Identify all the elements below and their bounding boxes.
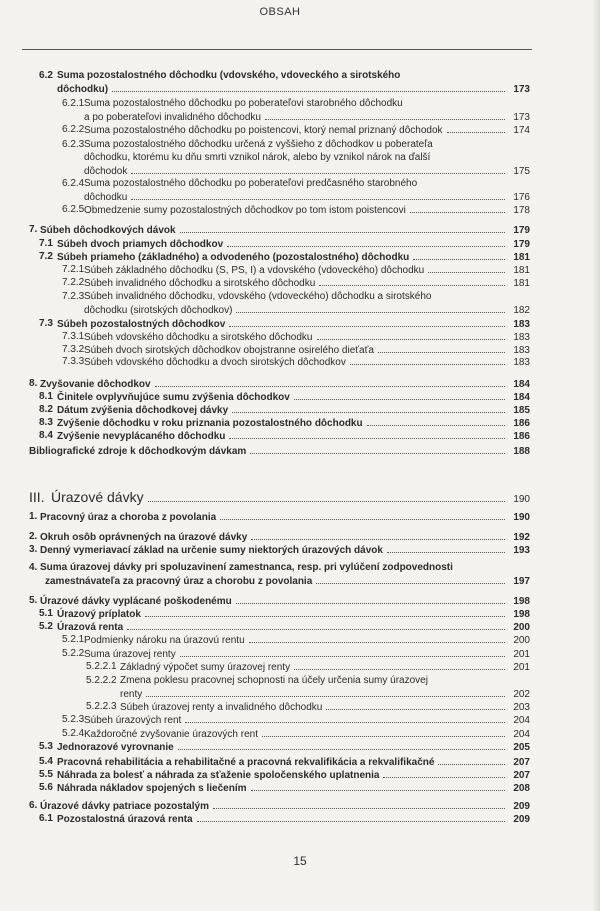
- toc-entry-line: [0, 781, 530, 794]
- toc-entry[interactable]: [0, 237, 530, 250]
- dot-leader: [413, 250, 505, 260]
- toc-entry-number: 6.2.3: [62, 139, 85, 150]
- toc-entry-title: Úrazové dávky: [51, 489, 144, 505]
- toc-entry[interactable]: [0, 561, 530, 587]
- dot-leader: [350, 355, 505, 365]
- dot-leader: [294, 660, 505, 670]
- toc-entry[interactable]: [0, 755, 530, 768]
- toc-entry[interactable]: [0, 444, 530, 457]
- toc-entry-number: 4.: [29, 562, 38, 573]
- toc-entry-number: 5.2.1: [62, 634, 85, 645]
- dot-leader: [145, 607, 505, 617]
- toc-entry-line: [0, 317, 530, 330]
- toc-entry-title: Súbeh pozostalostných dôchodkov: [57, 319, 226, 330]
- toc-entry-line: [0, 355, 530, 368]
- toc-entry-page: 174: [513, 125, 530, 136]
- toc-entry-line: [0, 97, 530, 110]
- toc-entry-line: [0, 263, 530, 276]
- toc-entry-title: dôchodku: [84, 192, 128, 203]
- toc-entry-title: Súbeh vdovského dôchodku a dvoch sirotských dôchodkov: [84, 357, 346, 368]
- dot-leader: [232, 403, 505, 413]
- toc-entry-number: 8.4: [39, 430, 53, 441]
- toc-entry-line: [0, 203, 530, 216]
- toc-entry[interactable]: [0, 69, 530, 95]
- toc-entry-page: 209: [513, 801, 530, 812]
- dot-leader: [127, 620, 505, 630]
- toc-entry-number: 7.3.2: [62, 344, 85, 355]
- toc-entry[interactable]: [0, 530, 530, 543]
- toc-entry[interactable]: [0, 700, 530, 713]
- toc-entry[interactable]: [0, 290, 530, 316]
- dot-leader: [262, 727, 505, 737]
- toc-entry[interactable]: [0, 489, 530, 505]
- toc-entry-title: Súbeh priameho (základného) a odvodeného (pozostalostného) dôchodku: [57, 252, 410, 263]
- toc-entry-title: Súbeh invalidného dôchodku a sirotského dôchodku: [84, 278, 316, 289]
- toc-entry-title: Obmedzenie sumy pozostalostných dôchodkov po tom istom poistencovi: [84, 205, 406, 216]
- toc-entry-line: [0, 177, 530, 190]
- toc-entry-number: 7.3.3: [62, 356, 85, 367]
- toc-entry-line: [0, 290, 530, 303]
- toc-entry-title: Súbeh základného dôchodku (S, PS, I) a vdovského (vdoveckého) dôchodku: [84, 265, 425, 276]
- dot-leader: [250, 444, 505, 454]
- toc-entry-number: 5.6: [39, 782, 53, 793]
- toc-entry-title: Zvýšenie nevyplácaného dôchodku: [57, 431, 226, 442]
- toc-entry-line: [0, 812, 530, 825]
- toc-entry-title: Každoročné zvyšovanie úrazových rent: [84, 729, 258, 740]
- dot-leader: [251, 781, 505, 791]
- toc-entry-number: 5.4: [39, 756, 53, 767]
- dot-leader: [213, 799, 505, 809]
- toc-entry-page: 198: [513, 609, 530, 620]
- toc-entry[interactable]: [0, 250, 530, 263]
- toc-entry-page: 185: [513, 405, 530, 416]
- toc-entry-number: 7.2: [39, 251, 53, 262]
- toc-entry[interactable]: [0, 138, 530, 177]
- toc-entry-number: 7.2.3: [62, 291, 85, 302]
- toc-entry-title: a po poberateľovi invalidného dôchodku: [84, 112, 261, 123]
- toc-entry-page: 184: [513, 379, 530, 390]
- toc-entry-title: Súbeh úrazovej renty a invalidného dôchodku: [120, 702, 323, 713]
- toc-entry-line: [0, 330, 530, 343]
- toc-entry-line: [0, 250, 530, 263]
- toc-entry-page: 188: [513, 446, 530, 457]
- toc-entry-page: 193: [513, 545, 530, 556]
- toc-entry-line: [0, 633, 530, 646]
- toc-entry-title: Súbeh dvoch sirotských dôchodkov obojstranne osirelého dieťaťa: [84, 345, 374, 356]
- dot-leader: [326, 700, 505, 710]
- toc-entry-page: 183: [513, 319, 530, 330]
- toc-entry-title: zamestnávateľa za pracovný úraz a chorobu z povolania: [45, 576, 313, 587]
- toc-entry-line: [0, 82, 530, 95]
- dot-leader: [220, 510, 505, 520]
- toc-entry-page: 202: [513, 689, 530, 700]
- toc-entry-number: 1.: [29, 511, 38, 522]
- toc-entry-number: 5.2.2.3: [86, 701, 117, 712]
- toc-entry-title: Zmena poklesu pracovnej schopnosti na účely určenia sumy úrazovej: [120, 675, 428, 686]
- toc-entry-title: Suma úrazovej renty: [84, 649, 176, 660]
- toc-entry-line: [0, 530, 530, 543]
- toc-entry-page: 181: [513, 252, 530, 263]
- toc-entry-page: 183: [513, 357, 530, 368]
- dot-leader: [180, 223, 505, 233]
- toc-entry-page: 209: [513, 814, 530, 825]
- toc-entry-line: [0, 510, 530, 523]
- toc-entry-page: 205: [513, 742, 530, 753]
- toc-entry-title: Náhrada za bolesť a náhrada za sťaženie spoločenského uplatnenia: [57, 770, 380, 781]
- toc-entry-number: 3.: [29, 544, 38, 555]
- toc-entry-title: Suma pozostalostného dôchodku (vdovského, vdoveckého a sirotského: [57, 70, 401, 81]
- toc-entry-line: [0, 403, 530, 416]
- toc-entry-number: 8.1: [39, 391, 53, 402]
- dot-leader: [180, 647, 505, 657]
- dot-leader: [383, 768, 505, 778]
- toc-entry-page: 181: [513, 265, 530, 276]
- dot-leader: [319, 276, 505, 286]
- toc-entry-page: 203: [513, 702, 530, 713]
- toc-entry-number: 5.2.2.1: [86, 661, 117, 672]
- toc-entry-page: 204: [513, 729, 530, 740]
- toc-entry-title: Pracovná rehabilitácia a rehabilitačné a pracovná rekvalifikácia a rekvalifikačné: [57, 757, 435, 768]
- toc-entry[interactable]: [0, 594, 530, 607]
- toc-entry-number: 5.2.3: [62, 714, 85, 725]
- dot-leader: [294, 390, 505, 400]
- toc-entry-title: dôchodku (sirotských dôchodkov): [84, 305, 233, 316]
- toc-entry-line: [0, 687, 530, 700]
- toc-entry[interactable]: [0, 276, 530, 289]
- toc-entry[interactable]: [0, 177, 530, 203]
- dot-leader: [155, 377, 505, 387]
- toc-entry-title: Suma pozostalostného dôchodku po poistencovi, ktorý nemal priznaný dôchodok: [84, 125, 443, 136]
- toc-entry-line: [0, 594, 530, 607]
- toc-entry-number: 5.5: [39, 769, 53, 780]
- toc-entry[interactable]: [0, 403, 530, 416]
- dot-leader: [367, 416, 505, 426]
- toc-entry-number: 5.3: [39, 741, 53, 752]
- toc-entry-title: Zvyšovanie dôchodkov: [40, 379, 151, 390]
- toc-entry-page: 201: [513, 649, 530, 660]
- toc-entry-line: [0, 123, 530, 136]
- toc-entry-number: 6.2.4: [62, 178, 85, 189]
- toc-entry-page: 184: [513, 392, 530, 403]
- toc-entry-page: 207: [513, 770, 530, 781]
- toc-entry-page: 183: [513, 332, 530, 343]
- dot-leader: [178, 740, 505, 750]
- toc-entry-title: Podmienky nároku na úrazovú rentu: [84, 635, 245, 646]
- toc-entry-line: [0, 674, 530, 687]
- toc-entry-page: 197: [513, 576, 530, 587]
- toc-entry-title: Súbeh dvoch priamych dôchodkov: [57, 239, 224, 250]
- toc-entry-line: [0, 223, 530, 236]
- dot-leader: [227, 237, 505, 247]
- toc-entry-title: Úrazový príplatok: [57, 609, 141, 620]
- toc-entry-page: 186: [513, 418, 530, 429]
- toc-entry-line: [0, 740, 530, 753]
- dot-leader: [378, 343, 505, 353]
- toc-entry-page: 183: [513, 345, 530, 356]
- toc-entry-number: 6.2.5: [62, 204, 85, 215]
- toc-entry-page: 200: [513, 635, 530, 646]
- toc-entry[interactable]: [0, 377, 530, 390]
- dot-leader: [197, 812, 505, 822]
- toc-entry[interactable]: [0, 713, 530, 726]
- dot-leader: [249, 633, 505, 643]
- toc-entry-line: [0, 390, 530, 403]
- toc-entry[interactable]: [0, 768, 530, 781]
- toc-entry-line: [0, 190, 530, 203]
- toc-entry[interactable]: [0, 416, 530, 429]
- toc-entry-line: [0, 713, 530, 726]
- toc-entry-number: 5.: [29, 595, 38, 606]
- toc-entry-line: [0, 607, 530, 620]
- toc-entry-number: 8.: [29, 378, 38, 389]
- toc-entry-page: 190: [513, 494, 530, 505]
- toc-entry-page: 179: [513, 239, 530, 250]
- page-number: 15: [293, 854, 307, 868]
- dot-leader: [229, 429, 505, 439]
- toc-entry-line: [0, 799, 530, 812]
- dot-leader: [236, 303, 505, 313]
- toc-entry-title: Pozostalostná úrazová renta: [57, 814, 193, 825]
- toc-entry-number: 6.: [29, 800, 38, 811]
- toc-entry[interactable]: [0, 263, 530, 276]
- toc-entry-line: [0, 138, 530, 151]
- toc-entry-title: Jednorazové vyrovnanie: [57, 742, 174, 753]
- toc-entry-line: [0, 647, 530, 660]
- toc-entry-title: Suma pozostalostného dôchodku po poberateľovi starobného dôchodku: [84, 98, 403, 109]
- toc-entry-number: 7.1: [39, 238, 53, 249]
- dot-leader: [236, 594, 505, 604]
- dot-leader: [131, 164, 505, 174]
- toc-entry-line: [0, 429, 530, 442]
- toc-entry[interactable]: [0, 543, 530, 556]
- running-header: OBSAH: [259, 6, 301, 18]
- dot-leader: [387, 543, 505, 553]
- toc-entry-line: [0, 110, 530, 123]
- toc-entry-title: Súbeh dôchodkových dávok: [40, 225, 176, 236]
- toc-entry-title: Činitele ovplyvňujúce sumu zvýšenia dôchodkov: [57, 392, 290, 403]
- toc-entry[interactable]: [0, 223, 530, 236]
- toc-entry-number: 6.2.1: [62, 98, 85, 109]
- toc-entry[interactable]: [0, 620, 530, 633]
- toc-entry-page: 192: [513, 532, 530, 543]
- toc-entry[interactable]: [0, 740, 530, 753]
- toc-entry-number: 5.2.4: [62, 728, 85, 739]
- toc-entry-page: 178: [513, 205, 530, 216]
- toc-entry-number: 7.3.1: [62, 331, 85, 342]
- toc-entry-line: [0, 444, 530, 457]
- toc-entry-title: dôchodku, ktorému ku dňu smrti vznikol nárok, alebo by vznikol nárok na ďalší: [84, 152, 431, 163]
- toc-entry-line: [0, 755, 530, 768]
- toc-entry-title: Úrazová renta: [57, 622, 124, 633]
- dot-leader: [185, 713, 505, 723]
- toc-entry-number: 5.2.2.2: [86, 675, 117, 686]
- toc-entry-title: Súbeh úrazových rent: [84, 715, 182, 726]
- toc-entry-title: renty: [120, 689, 143, 700]
- toc-entry[interactable]: [0, 607, 530, 620]
- toc-entry-title: Suma pozostalostného dôchodku určená z vyššieho z dôchodkov u poberateľa: [84, 139, 433, 150]
- toc-entry[interactable]: [0, 429, 530, 442]
- dot-leader: [428, 263, 505, 273]
- toc-entry-number: 7.: [29, 224, 38, 235]
- toc-entry-page: 173: [513, 84, 530, 95]
- toc-entry-number: 7.2.2: [62, 277, 85, 288]
- dot-leader: [148, 490, 505, 502]
- toc-entry-number: 7.2.1: [62, 264, 85, 275]
- toc-entry-line: [0, 620, 530, 633]
- dot-leader: [438, 755, 505, 765]
- toc-entry[interactable]: [0, 647, 530, 660]
- toc-entry-title: Denný vymeriavací základ na určenie sumy niektorých úrazových dávok: [40, 545, 383, 556]
- dot-leader: [251, 530, 505, 540]
- toc-entry-page: 200: [513, 622, 530, 633]
- toc-entry[interactable]: [0, 123, 530, 136]
- page-edge: [592, 0, 600, 911]
- toc-entry[interactable]: [0, 727, 530, 740]
- toc-entry-page: 181: [513, 278, 530, 289]
- toc-entry[interactable]: [0, 812, 530, 825]
- dot-leader: [410, 203, 505, 213]
- toc-entry-title: Úrazové dávky vyplácané poškodenému: [40, 596, 232, 607]
- toc-entry-line: [0, 377, 530, 390]
- toc-entry-line: [0, 660, 530, 673]
- toc-entry-title: Suma pozostalostného dôchodku po poberateľovi predčasného starobného: [84, 178, 418, 189]
- dot-leader: [316, 574, 505, 584]
- toc-entry-page: 207: [513, 757, 530, 768]
- toc-entry[interactable]: [0, 203, 530, 216]
- dot-leader: [112, 82, 505, 92]
- toc-entry-page: 182: [513, 305, 530, 316]
- toc-entry-line: [0, 151, 530, 164]
- dot-leader: [317, 330, 506, 340]
- toc-entry[interactable]: [0, 674, 530, 700]
- toc-entry-line: [0, 543, 530, 556]
- toc-entry-page: 186: [513, 431, 530, 442]
- toc-entry-page: 176: [513, 192, 530, 203]
- toc-entry-number: 5.2: [39, 621, 53, 632]
- toc-entry-page: 204: [513, 715, 530, 726]
- toc-entry-title: Suma úrazovej dávky pri spoluzavinení zamestnanca, resp. pri vylúčení zodpovednosti: [40, 562, 453, 573]
- toc-entry-title: Pracovný úraz a choroba z povolania: [40, 512, 217, 523]
- toc-entry-title: Súbeh vdovského dôchodku a sirotského dôchodku: [84, 332, 313, 343]
- toc-entry-line: [0, 574, 530, 587]
- toc-entry-line: [0, 561, 530, 574]
- toc-entry-page: 173: [513, 112, 530, 123]
- dot-leader: [265, 110, 505, 120]
- toc-entry-page: 198: [513, 596, 530, 607]
- toc-entry-page: 175: [513, 166, 530, 177]
- toc-entry-title: Súbeh invalidného dôchodku, vdovského (vdoveckého) dôchodku a sirotského: [84, 291, 432, 302]
- toc-entry[interactable]: [0, 510, 530, 523]
- toc-entry-line: [0, 416, 530, 429]
- toc-entry-number: 8.2: [39, 404, 53, 415]
- toc-entry-title: dôchodku): [57, 84, 109, 95]
- toc-entry-page: 190: [513, 512, 530, 523]
- toc-entry-title: Bibliografické zdroje k dôchodkovým dávkam: [29, 446, 247, 457]
- toc-entry-page: 208: [513, 783, 530, 794]
- toc-entry[interactable]: [0, 330, 530, 343]
- toc-entry-line: [0, 727, 530, 740]
- toc-entry[interactable]: [0, 781, 530, 794]
- toc-entry-number: 5.2.2: [62, 648, 85, 659]
- toc-entry-line: [0, 768, 530, 781]
- toc-entry-title: Dátum zvýšenia dôchodkovej dávky: [57, 405, 229, 416]
- toc-entry-line: [0, 276, 530, 289]
- header-rule: [22, 49, 532, 50]
- toc-entry-number: 6.2.2: [62, 124, 85, 135]
- toc-entry-line: [0, 700, 530, 713]
- toc-entry-title: Náhrada nákladov spojených s liečením: [57, 783, 247, 794]
- toc-entry[interactable]: [0, 799, 530, 812]
- toc-entry-number: III.: [29, 489, 45, 505]
- toc-entry-title: Zvýšenie dôchodku v roku priznania pozostalostného dôchodku: [57, 418, 363, 429]
- toc-entry-number: 6.1: [39, 813, 53, 824]
- toc-entry-line: [0, 164, 530, 177]
- toc-entry-line: [0, 489, 530, 505]
- toc-entry-number: 6.2: [39, 70, 53, 81]
- toc-entry[interactable]: [0, 390, 530, 403]
- toc-entry[interactable]: [0, 633, 530, 646]
- toc-entry-page: 179: [513, 225, 530, 236]
- toc-entry-title: Základný výpočet sumy úrazovej renty: [120, 662, 291, 673]
- toc-entry-line: [0, 303, 530, 316]
- toc-entry-line: [0, 69, 530, 82]
- toc-entry[interactable]: [0, 97, 530, 123]
- toc-entry-number: 8.3: [39, 417, 53, 428]
- toc-entry[interactable]: [0, 660, 530, 673]
- dot-leader: [146, 687, 505, 697]
- toc-entry-title: Okruh osôb oprávnených na úrazové dávky: [40, 532, 248, 543]
- toc-entry-title: dôchodok: [84, 166, 128, 177]
- dot-leader: [447, 123, 505, 133]
- toc-entry-page: 201: [513, 662, 530, 673]
- toc-entry-line: [0, 237, 530, 250]
- toc-entry-number: 5.1: [39, 608, 53, 619]
- toc-entry[interactable]: [0, 355, 530, 368]
- dot-leader: [229, 317, 505, 327]
- toc-entry-title: Úrazové dávky patriace pozostalým: [40, 801, 209, 812]
- dot-leader: [131, 190, 505, 200]
- toc-entry[interactable]: [0, 317, 530, 330]
- toc-entry-number: 2.: [29, 531, 38, 542]
- toc-entry-number: 7.3: [39, 318, 53, 329]
